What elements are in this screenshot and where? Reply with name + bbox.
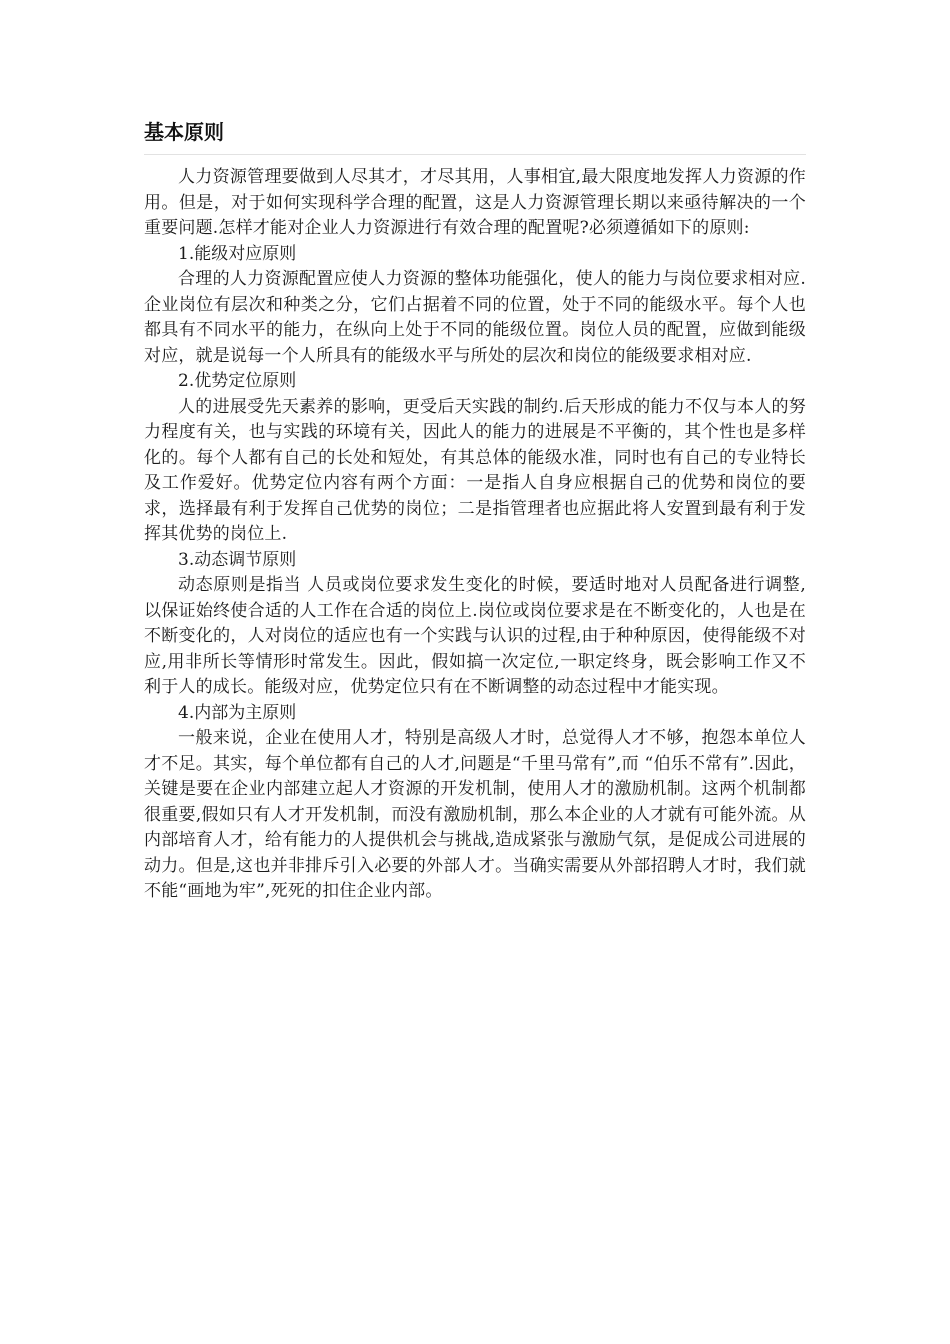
section-body-3: 动态原则是指当 人员或岗位要求发生变化的时候，要适时地对人员配备进行调整,以保证始终使合适的人工作在合适的岗位上.岗位或岗位要求是在不断变化的，人也是在不断变化的，人对岗位的适应也有一个实践与认识的过程,由于种种原因，使得能级不对应,用非所长等情形时常发生。因此，假如搞一次定位,一职定终身，既会影响工作又不利于人的成长。能级对应，优势定位只有在不断调整的动态过程中才能实现。 xyxy=(144,575,806,697)
section-heading-1: 1.能级对应原则 xyxy=(178,243,297,264)
section-body-4: 一般来说，企业在使用人才，特别是高级人才时，总觉得人才不够，抱怨本单位人才不足。其实，每个单位都有自己的人才,问题是“千里马常有”,而 “伯乐不常有”.因此，关键是要在企业内部建立起人才资源的开发机制，使用人才的激励机制。这两个机制都很重要,假如只有人才开发机制，而没有激励机制，那么本企业的人才就有可能外流。从内部培育人才，给有能力的人提供机会与挑战,造成紧张与激励气氛，是促成公司进展的动力。但是,这也并非排斥引入必要的外部人才。当确实需要从外部招聘人才时，我们就不能“画地为牢”,死死的扣住企业内部。 xyxy=(144,728,806,901)
document-page xyxy=(144,118,806,905)
section-body-1: 合理的人力资源配置应使人力资源的整体功能强化，使人的能力与岗位要求相对应.企业岗位有层次和种类之分，它们占据着不同的位置，处于不同的能级水平。每个人也都具有不同水平的能力，在纵向上处于不同的能级位置。岗位人员的配置，应做到能级对应，就是说每一个人所具有的能级水平与所处的层次和岗位的能级要求相对应. xyxy=(144,269,806,366)
section-body-2: 人的进展受先天素养的影响，更受后天实践的制约.后天形成的能力不仅与本人的努力程度有关，也与实践的环境有关，因此人的能力的进展是不平衡的，其个性也是多样化的。每个人都有自己的长处和短处，有其总体的能级水准，同时也有自己的专业特长及工作爱好。优势定位内容有两个方面：一是指人自身应根据自己的优势和岗位的要求，选择最有利于发挥自己优势的岗位；二是指管理者也应据此将人安置到最有利于发挥其优势的岗位上. xyxy=(144,396,806,544)
section-heading-3: 3.动态调节原则 xyxy=(178,549,297,570)
intro-paragraph: 人力资源管理要做到人尽其才，才尽其用，人事相宜,最大限度地发挥人力资源的作用。但是，对于如何实现科学合理的配置，这是人力资源管理长期以来亟待解决的一个重要问题.怎样才能对企业人力资源进行有效合理的配置呢?必须遵循如下的原则: xyxy=(144,167,806,238)
section-heading-2: 2.优势定位原则 xyxy=(178,371,297,391)
page-title: 基本原则 xyxy=(144,118,806,155)
section-heading-4: 4.内部为主原则 xyxy=(178,702,297,723)
